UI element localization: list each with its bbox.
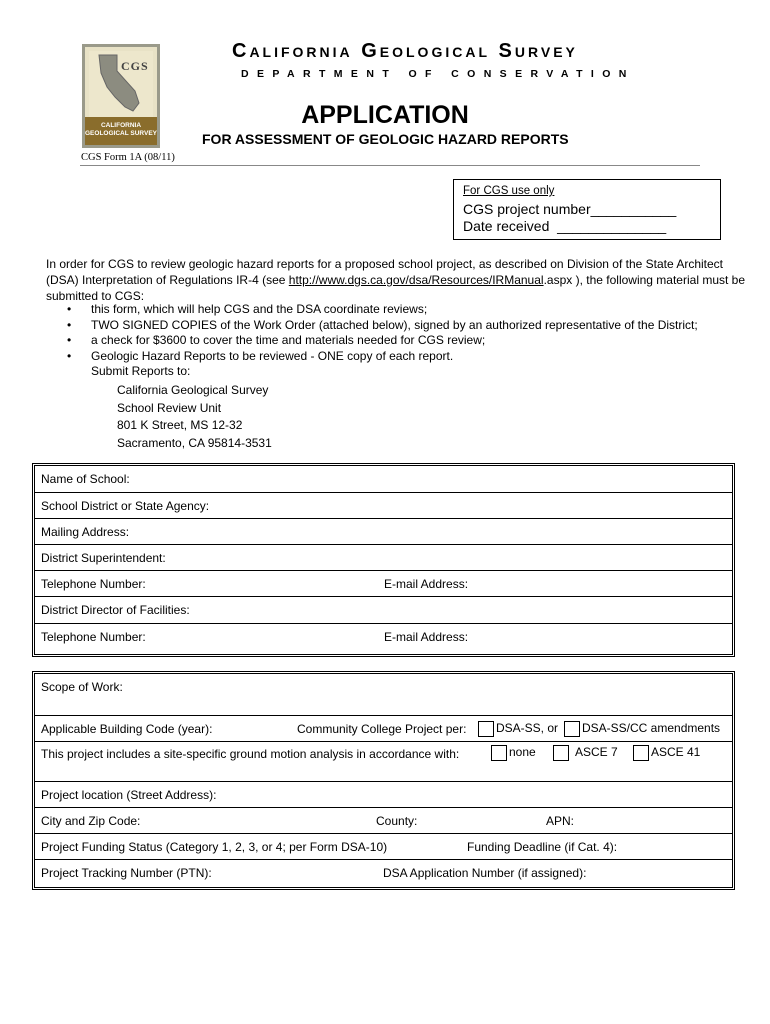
asce41-checkbox[interactable] xyxy=(633,745,649,761)
date-received-field[interactable]: Date received ______________ xyxy=(463,218,667,234)
none-label: none xyxy=(509,745,536,760)
submit-label: Submit Reports to: xyxy=(91,364,191,378)
telephone-label: Telephone Number: xyxy=(41,576,146,591)
table-row[interactable] xyxy=(35,545,732,571)
list-item: • TWO SIGNED COPIES of the Work Order (attached below), signed by an authorized representative of the District; xyxy=(66,318,698,334)
logo-band: CALIFORNIA GEOLOGICAL SURVEY xyxy=(85,117,157,145)
project-location-label: Project location (Street Address): xyxy=(41,787,217,802)
ground-motion-label: This project includes a site-specific ground motion analysis in accordance with: xyxy=(41,747,460,761)
form-number: CGS Form 1A (08/11) xyxy=(81,152,175,163)
list-item: • this form, which will help CGS and the DSA coordinate reviews; xyxy=(66,302,698,318)
irmanual-link[interactable]: http://www.dgs.ca.gov/dsa/Resources/IRManual xyxy=(288,273,544,287)
email-label: E-mail Address: xyxy=(384,630,469,644)
ptn-label: Project Tracking Number (PTN): xyxy=(41,866,212,880)
scope-of-work-label: Scope of Work: xyxy=(41,680,123,694)
table-row[interactable] xyxy=(35,624,732,650)
address-line: 801 K Street, MS 12-32 xyxy=(117,418,243,432)
table-row xyxy=(35,742,732,782)
mailing-address-label: Mailing Address: xyxy=(41,524,130,539)
intro-link-suffix: .aspx xyxy=(543,273,573,287)
list-item: • a check for $3600 to cover the time and materials needed for CGS review; xyxy=(66,333,698,349)
intro-paragraph xyxy=(46,256,746,304)
table-row[interactable] xyxy=(35,493,732,519)
table-row[interactable] xyxy=(35,834,732,860)
table-row xyxy=(35,716,732,742)
dsa-sscc-checkbox[interactable] xyxy=(564,721,580,737)
county-label: County: xyxy=(376,813,418,828)
name-of-school-label: Name of School: xyxy=(41,472,130,486)
funding-status-label: Project Funding Status (Category 1, 2, 3, or 4; per Form DSA-10) xyxy=(41,839,388,854)
email-label: E-mail Address: xyxy=(384,576,469,591)
table-row[interactable] xyxy=(35,519,732,545)
community-college-label: Community College Project per: xyxy=(297,721,467,736)
table-row[interactable] xyxy=(35,808,732,834)
requirements-list xyxy=(66,302,698,364)
table-row[interactable] xyxy=(35,674,732,716)
page-title: APPLICATION xyxy=(301,101,469,129)
dsa-application-number-label: DSA Application Number (if assigned): xyxy=(383,866,587,880)
telephone-label: Telephone Number: xyxy=(41,630,146,644)
city-zip-label: City and Zip Code: xyxy=(41,813,141,828)
header-divider xyxy=(80,165,700,166)
agency-name: California Geological Survey xyxy=(232,40,578,62)
school-info-table xyxy=(32,463,735,657)
address-line: California Geological Survey xyxy=(117,383,269,397)
building-code-label: Applicable Building Code (year): xyxy=(41,721,213,736)
address-line: School Review Unit xyxy=(117,400,222,415)
cgs-use-box xyxy=(453,179,721,240)
intro-text-start: In order for CGS to review geologic hazard reports for a proposed school project, as described on Division of the State Architect (DSA) Interpretation of Regulations IR-4 (see xyxy=(46,257,724,287)
cgs-project-number-field[interactable]: CGS project number___________ xyxy=(463,201,677,217)
department-name: DEPARTMENT OF CONSERVATION xyxy=(241,68,635,80)
facilities-director-label: District Director of Facilities: xyxy=(41,603,190,617)
table-row[interactable] xyxy=(35,466,732,493)
apn-label: APN: xyxy=(546,813,575,828)
table-row[interactable] xyxy=(35,571,732,597)
logo-text: CGS xyxy=(121,59,149,73)
none-checkbox[interactable] xyxy=(491,745,507,761)
cgs-logo xyxy=(82,44,160,148)
school-district-label: School District or State Agency: xyxy=(41,498,210,513)
address-line: Sacramento, CA 95814-3531 xyxy=(117,435,272,450)
dsa-ss-label: DSA-SS, or xyxy=(496,720,559,735)
dsa-ss-checkbox[interactable] xyxy=(478,721,494,737)
asce7-label: ASCE 7 xyxy=(575,745,618,760)
intro-text-end: ), the following material must be submitted to CGS: xyxy=(46,273,746,303)
table-row[interactable] xyxy=(35,782,732,808)
superintendent-label: District Superintendent: xyxy=(41,550,166,565)
submission-address xyxy=(117,382,272,452)
table-row[interactable] xyxy=(35,597,732,624)
page-subtitle: FOR ASSESSMENT OF GEOLOGIC HAZARD REPORTS xyxy=(202,131,569,147)
asce41-label: ASCE 41 xyxy=(651,745,701,760)
asce7-checkbox[interactable] xyxy=(553,745,569,761)
cgs-use-label: For CGS use only xyxy=(463,185,555,197)
table-row[interactable] xyxy=(35,860,732,886)
dsa-sscc-label: DSA-SS/CC amendments xyxy=(582,720,721,735)
list-item: • Geologic Hazard Reports to be reviewed - ONE copy of each report. xyxy=(66,349,698,365)
funding-deadline-label: Funding Deadline (if Cat. 4): xyxy=(467,839,618,854)
project-info-table xyxy=(32,671,735,890)
